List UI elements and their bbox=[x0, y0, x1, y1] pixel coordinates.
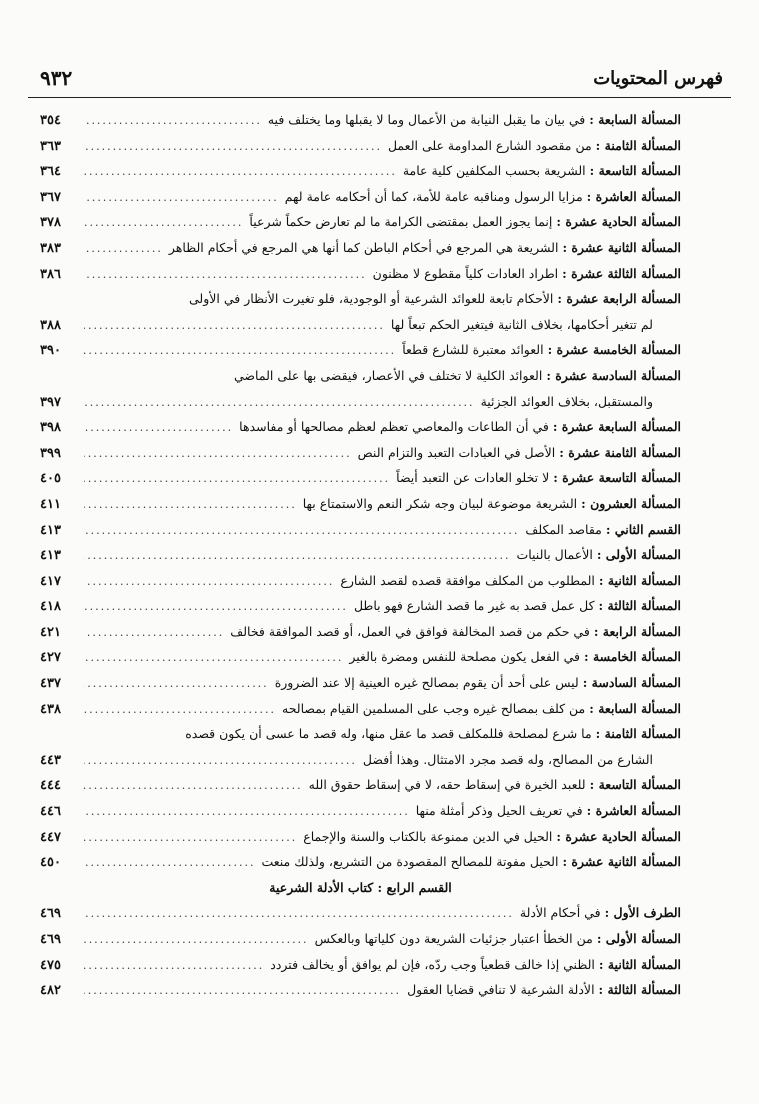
entry-page-number: ٤٥٠ bbox=[40, 855, 61, 871]
toc-entry bbox=[40, 670, 681, 696]
dot-leader bbox=[84, 927, 309, 952]
dot-leader bbox=[84, 159, 397, 184]
dot-leader bbox=[84, 773, 303, 798]
dot-leader bbox=[84, 492, 297, 517]
entry-label: المسألة العاشرة : bbox=[586, 188, 681, 204]
entry-label: المسألة الأولى : bbox=[596, 547, 681, 563]
toc-entry bbox=[40, 261, 681, 287]
toc-entry bbox=[40, 696, 681, 722]
dot-leader bbox=[84, 313, 385, 338]
dot-leader bbox=[84, 543, 510, 568]
toc-entry bbox=[40, 721, 681, 747]
entry-page-number: ٤٣٨ bbox=[40, 701, 61, 717]
toc-entry bbox=[40, 824, 681, 850]
dot-leader bbox=[84, 236, 163, 261]
toc-entry bbox=[40, 619, 681, 645]
dot-leader bbox=[84, 390, 475, 415]
entry-label: المسألة العاشرة : bbox=[586, 803, 681, 819]
entry-text: في الفعل يكون مصلحة للنفس ومضرة بالغير bbox=[349, 649, 580, 665]
toc-entry bbox=[40, 312, 681, 338]
entry-text: العوائد الكلية لا تختلف في الأعصار، فيقضى بها على الماضي bbox=[234, 367, 543, 383]
entry-text: الأدلة الشرعية لا تنافي قضايا العقول bbox=[407, 982, 595, 998]
entry-text: الحيل في الدين ممنوعة بالكتاب والسنة والإجماع bbox=[303, 828, 553, 844]
entry-label: المسألة التاسعة : bbox=[589, 777, 681, 793]
toc-entry bbox=[40, 900, 681, 926]
entry-label: المسألة التاسعة عشرة : bbox=[553, 470, 681, 486]
entry-page-number: ٤٨٢ bbox=[40, 983, 61, 999]
dot-leader bbox=[84, 466, 390, 491]
entry-text: الأصل في العبادات التعبد والتزام النص bbox=[357, 444, 556, 460]
entry-page-number: ٣٨٦ bbox=[40, 266, 61, 282]
entry-page-number: ٣٦٣ bbox=[40, 138, 61, 154]
dot-leader bbox=[84, 953, 264, 978]
entry-page-number: ٤٢١ bbox=[40, 624, 61, 640]
entry-text: العوائد معتبرة للشارع قطعاً bbox=[402, 342, 544, 358]
toc-entry bbox=[40, 926, 681, 952]
toc-entry bbox=[40, 440, 681, 466]
entry-label: المسألة الثالثة عشرة : bbox=[562, 265, 681, 281]
entry-text: الأعمال بالنيات bbox=[516, 547, 593, 563]
entry-text: من مقصود الشارع المداومة على العمل bbox=[387, 137, 592, 153]
entry-label: المسألة الرابعة عشرة : bbox=[557, 291, 681, 307]
dot-leader bbox=[84, 645, 343, 670]
dot-leader bbox=[84, 338, 396, 363]
entry-label: المسألة السادسة عشرة : bbox=[546, 367, 681, 383]
entry-text: للعبد الخيرة في إسقاط حقه، لا في إسقاط حقوق الله bbox=[308, 777, 586, 793]
toc-entry bbox=[40, 644, 681, 670]
toc-entry bbox=[40, 747, 681, 773]
table-of-contents bbox=[40, 107, 681, 1003]
entry-page-number: ٤١٧ bbox=[40, 573, 61, 589]
entry-page-number: ٤٤٣ bbox=[40, 752, 61, 768]
dot-leader bbox=[84, 748, 357, 773]
entry-label: المسألة الحادية عشرة : bbox=[556, 214, 681, 230]
entry-label: المسألة الثامنة : bbox=[595, 726, 681, 742]
toc-entry bbox=[40, 542, 681, 568]
entry-label: المسألة الخامسة : bbox=[583, 649, 681, 665]
toc-entry bbox=[40, 977, 681, 1003]
dot-leader bbox=[84, 594, 348, 619]
dot-leader bbox=[84, 825, 297, 850]
entry-page-number: ٤٦٩ bbox=[40, 906, 61, 922]
dot-leader bbox=[84, 569, 334, 594]
entry-text: لم تتغير أحكامها، بخلاف الثانية فيتغير الحكم تبعاً لها bbox=[390, 316, 653, 332]
entry-text: من الخطأ اعتبار جزئيات الشريعة دون كلياتها وبالعكس bbox=[314, 931, 593, 946]
page-number: ٩٣٢ bbox=[40, 66, 73, 90]
dot-leader bbox=[84, 518, 519, 543]
entry-page-number: ٣٩٧ bbox=[40, 394, 61, 410]
toc-entry bbox=[40, 465, 681, 491]
dot-leader bbox=[84, 415, 233, 440]
toc-entry bbox=[40, 517, 681, 543]
dot-leader bbox=[84, 799, 410, 824]
toc-entry bbox=[40, 158, 681, 184]
toc-entry bbox=[40, 798, 681, 824]
entry-label: المسألة التاسعة : bbox=[589, 163, 681, 179]
toc-entry bbox=[40, 414, 681, 440]
toc-entry bbox=[40, 952, 681, 978]
dot-leader bbox=[84, 671, 269, 696]
entry-label: المسألة العشرون : bbox=[581, 495, 681, 511]
entry-text: ما شرع لمصلحة فللمكلف قصد ما عقل منها، وله قصد ما عسى أن يكون قصده bbox=[185, 726, 592, 742]
entry-page-number: ٤١٣ bbox=[40, 522, 61, 538]
dot-leader bbox=[84, 850, 255, 875]
entry-page-number: ٤٦٩ bbox=[40, 932, 61, 947]
entry-text: القسم الرابع : كتاب الأدلة الشرعية bbox=[269, 879, 452, 895]
entry-text: الشريعة هي المرجع في أحكام الباطن كما أنها هي المرجع في أحكام الظاهر bbox=[168, 239, 559, 255]
entry-text: والمستقبل، بخلاف العوائد الجزئية bbox=[480, 393, 653, 409]
toc-entry bbox=[40, 107, 681, 133]
toc-entry bbox=[40, 593, 681, 619]
entry-page-number: ٤٧٥ bbox=[40, 957, 61, 973]
entry-page-number: ٣٨٨ bbox=[40, 317, 61, 333]
entry-text: الشارع من المصالح، وله قصد مجرد الامتثال. وهذا أفضل bbox=[362, 751, 653, 767]
entry-text: مقاصد المكلف bbox=[525, 521, 602, 537]
toc-entry bbox=[40, 133, 681, 159]
entry-text: كل عمل قصد به غير ما قصد الشارع فهو باطل bbox=[353, 598, 595, 614]
entry-text: لا تخلو العادات عن التعبد أيضاً bbox=[396, 470, 550, 486]
page-header bbox=[28, 58, 731, 98]
entry-label: المسألة الثالثة : bbox=[598, 982, 681, 998]
toc-entry bbox=[40, 491, 681, 517]
toc-entry bbox=[40, 772, 681, 798]
entry-label: المسألة الثانية عشرة : bbox=[562, 854, 681, 870]
entry-page-number: ٤١٨ bbox=[40, 599, 61, 615]
entry-text: الأحكام تابعة للعوائد الشرعية أو الوجودية، فلو تغيرت الأنظار في الأولى bbox=[189, 291, 554, 307]
toc-entry bbox=[40, 184, 681, 210]
entry-label: المسألة الثامنة عشرة : bbox=[559, 444, 681, 460]
entry-page-number: ٤١١ bbox=[40, 496, 61, 512]
entry-label: المسألة الرابعة : bbox=[593, 623, 681, 639]
toc-entry bbox=[40, 849, 681, 875]
entry-page-number: ٣٦٤ bbox=[40, 164, 61, 180]
entry-page-number: ٣٩٩ bbox=[40, 445, 61, 461]
entry-label: المسألة السادسة : bbox=[582, 675, 681, 691]
entry-label: المسألة الثانية عشرة : bbox=[562, 239, 681, 255]
dot-leader bbox=[84, 901, 514, 926]
entry-page-number: ٤٤٦ bbox=[40, 804, 61, 820]
entry-page-number: ٤٤٤ bbox=[40, 778, 61, 794]
entry-text: في تعريف الحيل وذكر أمثلة منها bbox=[415, 803, 583, 819]
entry-page-number: ٤٠٥ bbox=[40, 471, 61, 487]
entry-page-number: ٤٢٧ bbox=[40, 650, 61, 666]
entry-page-number: ٤٤٧ bbox=[40, 829, 61, 845]
entry-label: المسألة الثانية : bbox=[598, 572, 681, 588]
entry-label: المسألة الخامسة عشرة : bbox=[547, 342, 681, 358]
dot-leader bbox=[84, 978, 401, 1003]
entry-page-number: ٣٥٤ bbox=[40, 113, 61, 128]
entry-text: المطلوب من المكلف موافقة قصده لقصد الشارع bbox=[340, 572, 595, 588]
toc-entry bbox=[40, 209, 681, 235]
toc-entry bbox=[40, 363, 681, 389]
entry-label: المسألة السابعة عشرة : bbox=[552, 419, 681, 435]
dot-leader bbox=[84, 262, 367, 287]
entry-label: المسألة الحادية عشرة : bbox=[556, 828, 681, 844]
entry-text: في بيان ما يقبل النيابة من الأعمال وما لا يقبلها وما يختلف فيه bbox=[267, 112, 586, 127]
toc-entry bbox=[40, 389, 681, 415]
running-title: فهرس المحتويات bbox=[593, 68, 723, 89]
header-rule bbox=[28, 97, 731, 98]
entry-page-number: ٤٣٧ bbox=[40, 676, 61, 692]
entry-text: الشريعة بحسب المكلفين كلية عامة bbox=[402, 163, 586, 179]
entry-text: اطراد العادات كلياً مقطوع لا مظنون bbox=[372, 265, 559, 281]
entry-page-number: ٣٩٠ bbox=[40, 343, 61, 359]
entry-text: من كلف بمصالح غيره وجب على المسلمين القيام بمصالحه bbox=[282, 700, 586, 716]
entry-label: المسألة السابعة : bbox=[589, 112, 681, 127]
entry-page-number: ٤١٣ bbox=[40, 548, 61, 564]
dot-leader bbox=[84, 620, 224, 645]
entry-text: في أن الطاعات والمعاصي تعظم لعظم مصالحها أو مفاسدها bbox=[239, 419, 549, 435]
entry-page-number: ٣٩٨ bbox=[40, 420, 61, 436]
dot-leader bbox=[84, 185, 279, 210]
entry-text: ليس على أحد أن يقوم بمصالح غيره العينية إلا عند الضرورة bbox=[274, 675, 579, 691]
entry-text: في حكم من قصد المخالفة فوافق في العمل، أو قصد الموافقة فخالف bbox=[230, 623, 590, 639]
entry-text: مزايا الرسول ومناقبه عامة للأمة، كما أن أحكامه عامة لهم bbox=[284, 188, 583, 204]
section-heading bbox=[40, 875, 681, 901]
dot-leader bbox=[84, 210, 243, 235]
entry-page-number: ٣٨٣ bbox=[40, 240, 61, 256]
dot-leader bbox=[84, 134, 382, 159]
entry-text: الظني إذا خالف قطعياً وجب ردّه، فإن لم يوافق أو يخالف فتردد bbox=[270, 956, 595, 972]
toc-entry bbox=[40, 235, 681, 261]
dot-leader bbox=[84, 108, 262, 133]
entry-label: القسم الثاني : bbox=[605, 521, 681, 537]
entry-label: المسألة الثالثة : bbox=[598, 598, 681, 614]
entry-label: المسألة الأولى : bbox=[596, 931, 681, 946]
dot-leader bbox=[84, 441, 352, 466]
toc-entry bbox=[40, 568, 681, 594]
entry-label: المسألة الثامنة : bbox=[595, 137, 681, 153]
entry-text: الحيل مفوتة للمصالح المقصودة من التشريع، ولذلك منعت bbox=[261, 854, 559, 870]
toc-entry bbox=[40, 286, 681, 312]
entry-page-number: ٣٦٧ bbox=[40, 189, 61, 205]
entry-label: المسألة السابعة : bbox=[589, 700, 681, 716]
entry-text: الشريعة موضوعة لبيان وجه شكر النعم والاستمتاع بها bbox=[302, 495, 578, 511]
toc-entry bbox=[40, 337, 681, 363]
entry-text: إنما يجوز العمل بمقتضى الكرامة ما لم تعارض حكماً شرعياً bbox=[249, 214, 553, 230]
entry-page-number: ٣٧٨ bbox=[40, 215, 61, 231]
dot-leader bbox=[84, 697, 276, 722]
entry-text: في أحكام الأدلة bbox=[519, 905, 601, 921]
entry-label: الطرف الأول : bbox=[604, 905, 681, 921]
entry-label: المسألة الثانية : bbox=[598, 956, 681, 972]
